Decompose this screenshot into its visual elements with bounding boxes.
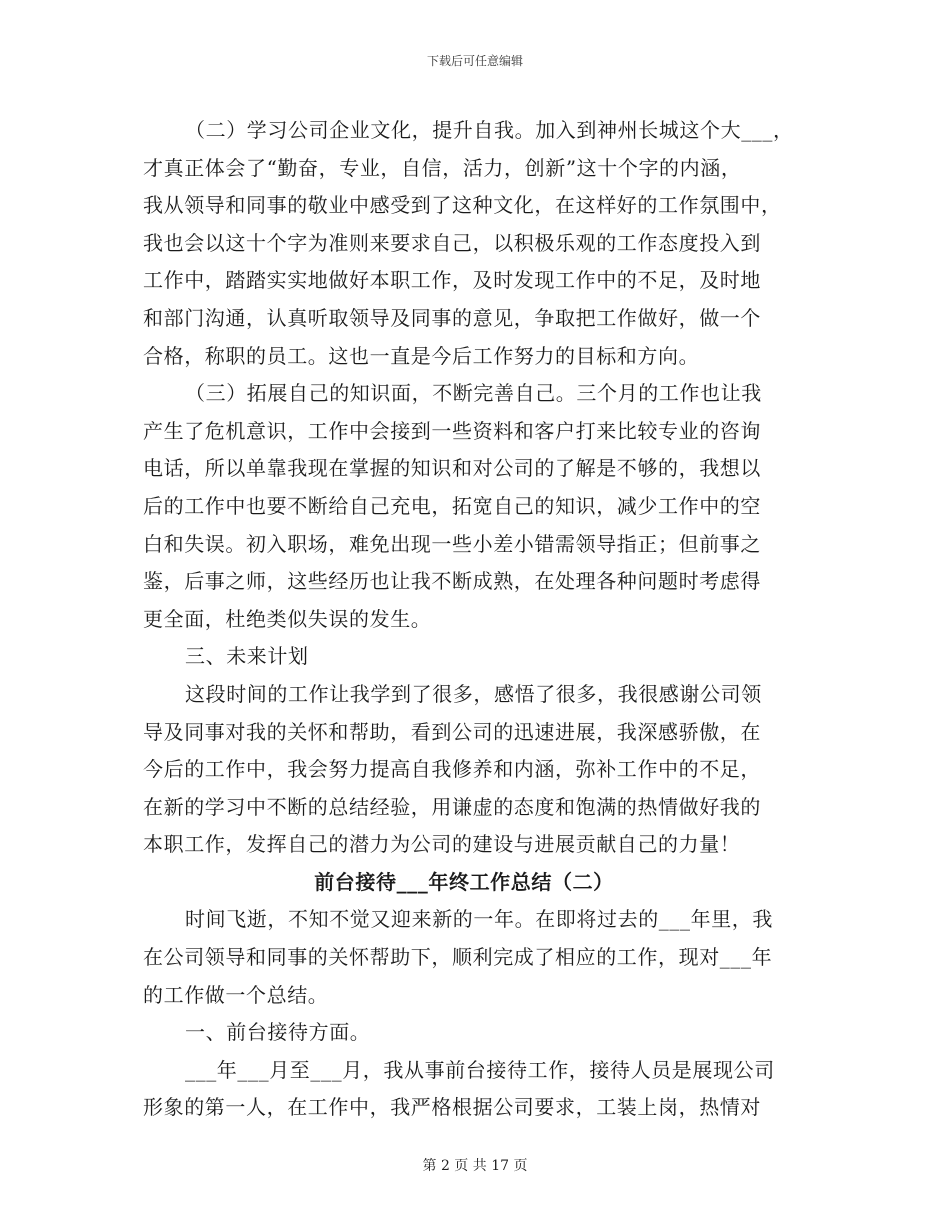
paragraph-line: 白和失误。初入职场，难免出现一些小差小错需领导指正；但前事之	[143, 531, 761, 556]
section-heading: 三、未来计划	[185, 644, 309, 669]
paragraph-line: （二）学习公司企业文化，提升自我。加入到神州长城这个大___，	[185, 118, 794, 142]
paragraph-line: （三）拓展自己的知识面，不断完善自己。三个月的工作也让我	[185, 381, 762, 406]
paragraph-line: 形象的第一人，在工作中，我严格根据公司要求，工装上岗，热情对	[143, 1095, 761, 1120]
download-note: 下载后可任意编辑	[426, 54, 523, 68]
paragraph-line: 本职工作，发挥自己的潜力为公司的建设与进展贡献自己的力量！	[143, 832, 741, 857]
paragraph-line: 导及同事对我的关怀和帮助，看到公司的迅速进展，我深感骄傲，在	[143, 719, 761, 744]
paragraph-line: 和部门沟通，认真听取领导及同事的意见，争取把工作做好，做一个	[143, 305, 761, 330]
paragraph-line: 鉴，后事之师，这些经历也让我不断成熟，在处理各种问题时考虑得	[143, 569, 761, 594]
paragraph-line: 今后的工作中，我会努力提高自我修养和内涵，弥补工作中的不足，	[143, 757, 761, 782]
paragraph-line: 才真正体会了“勤奋，专业，自信，活力，创新”这十个字的内涵，	[143, 155, 742, 180]
paragraph-line: 我从领导和同事的敬业中感受到了这种文化，在这样好的工作氛围中，	[143, 193, 782, 218]
paragraph-line: 这段时间的工作让我学到了很多，感悟了很多，我很感谢公司领	[185, 681, 762, 706]
page-number: 第 2 页 共 17 页	[422, 1158, 528, 1174]
paragraph-line: 更全面，杜绝类似失误的发生。	[143, 606, 432, 631]
paragraph-line: 后的工作中也要不断给自己充电，拓宽自己的知识，减少工作中的空	[143, 493, 761, 518]
paragraph-line: 合格，称职的员工。这也一直是今后工作努力的目标和方向。	[143, 343, 700, 368]
paragraph-line: 我也会以这十个字为准则来要求自己，以积极乐观的工作态度投入到	[143, 230, 761, 255]
paragraph-line: 电话，所以单靠我现在掌握的知识和对公司的了解是不够的，我想以	[143, 456, 761, 481]
paragraph-line: 的工作做一个总结。	[143, 982, 329, 1007]
paragraph-line: 时间飞逝，不知不觉又迎来新的一年。在即将过去的___年里，我	[185, 907, 773, 932]
paragraph-line: 在新的学习中不断的总结经验，用谦虚的态度和饱满的热情做好我的	[143, 794, 761, 819]
paragraph-line: 工作中，踏踏实实地做好本职工作，及时发现工作中的不足，及时地	[143, 268, 761, 293]
document-body	[143, 112, 815, 1127]
paragraph-line: 在公司领导和同事的关怀帮助下，顺利完成了相应的工作，现对___年	[143, 945, 773, 970]
paragraph-line: 产生了危机意识，工作中会接到一些资料和客户打来比较专业的咨询	[143, 418, 761, 443]
paragraph-line: ___年___月至___月，我从事前台接待工作，接待人员是展现公司	[185, 1057, 775, 1082]
section-heading: 一、前台接待方面。	[185, 1020, 371, 1045]
document-title: 前台接待___年终工作总结（二）	[314, 869, 614, 894]
